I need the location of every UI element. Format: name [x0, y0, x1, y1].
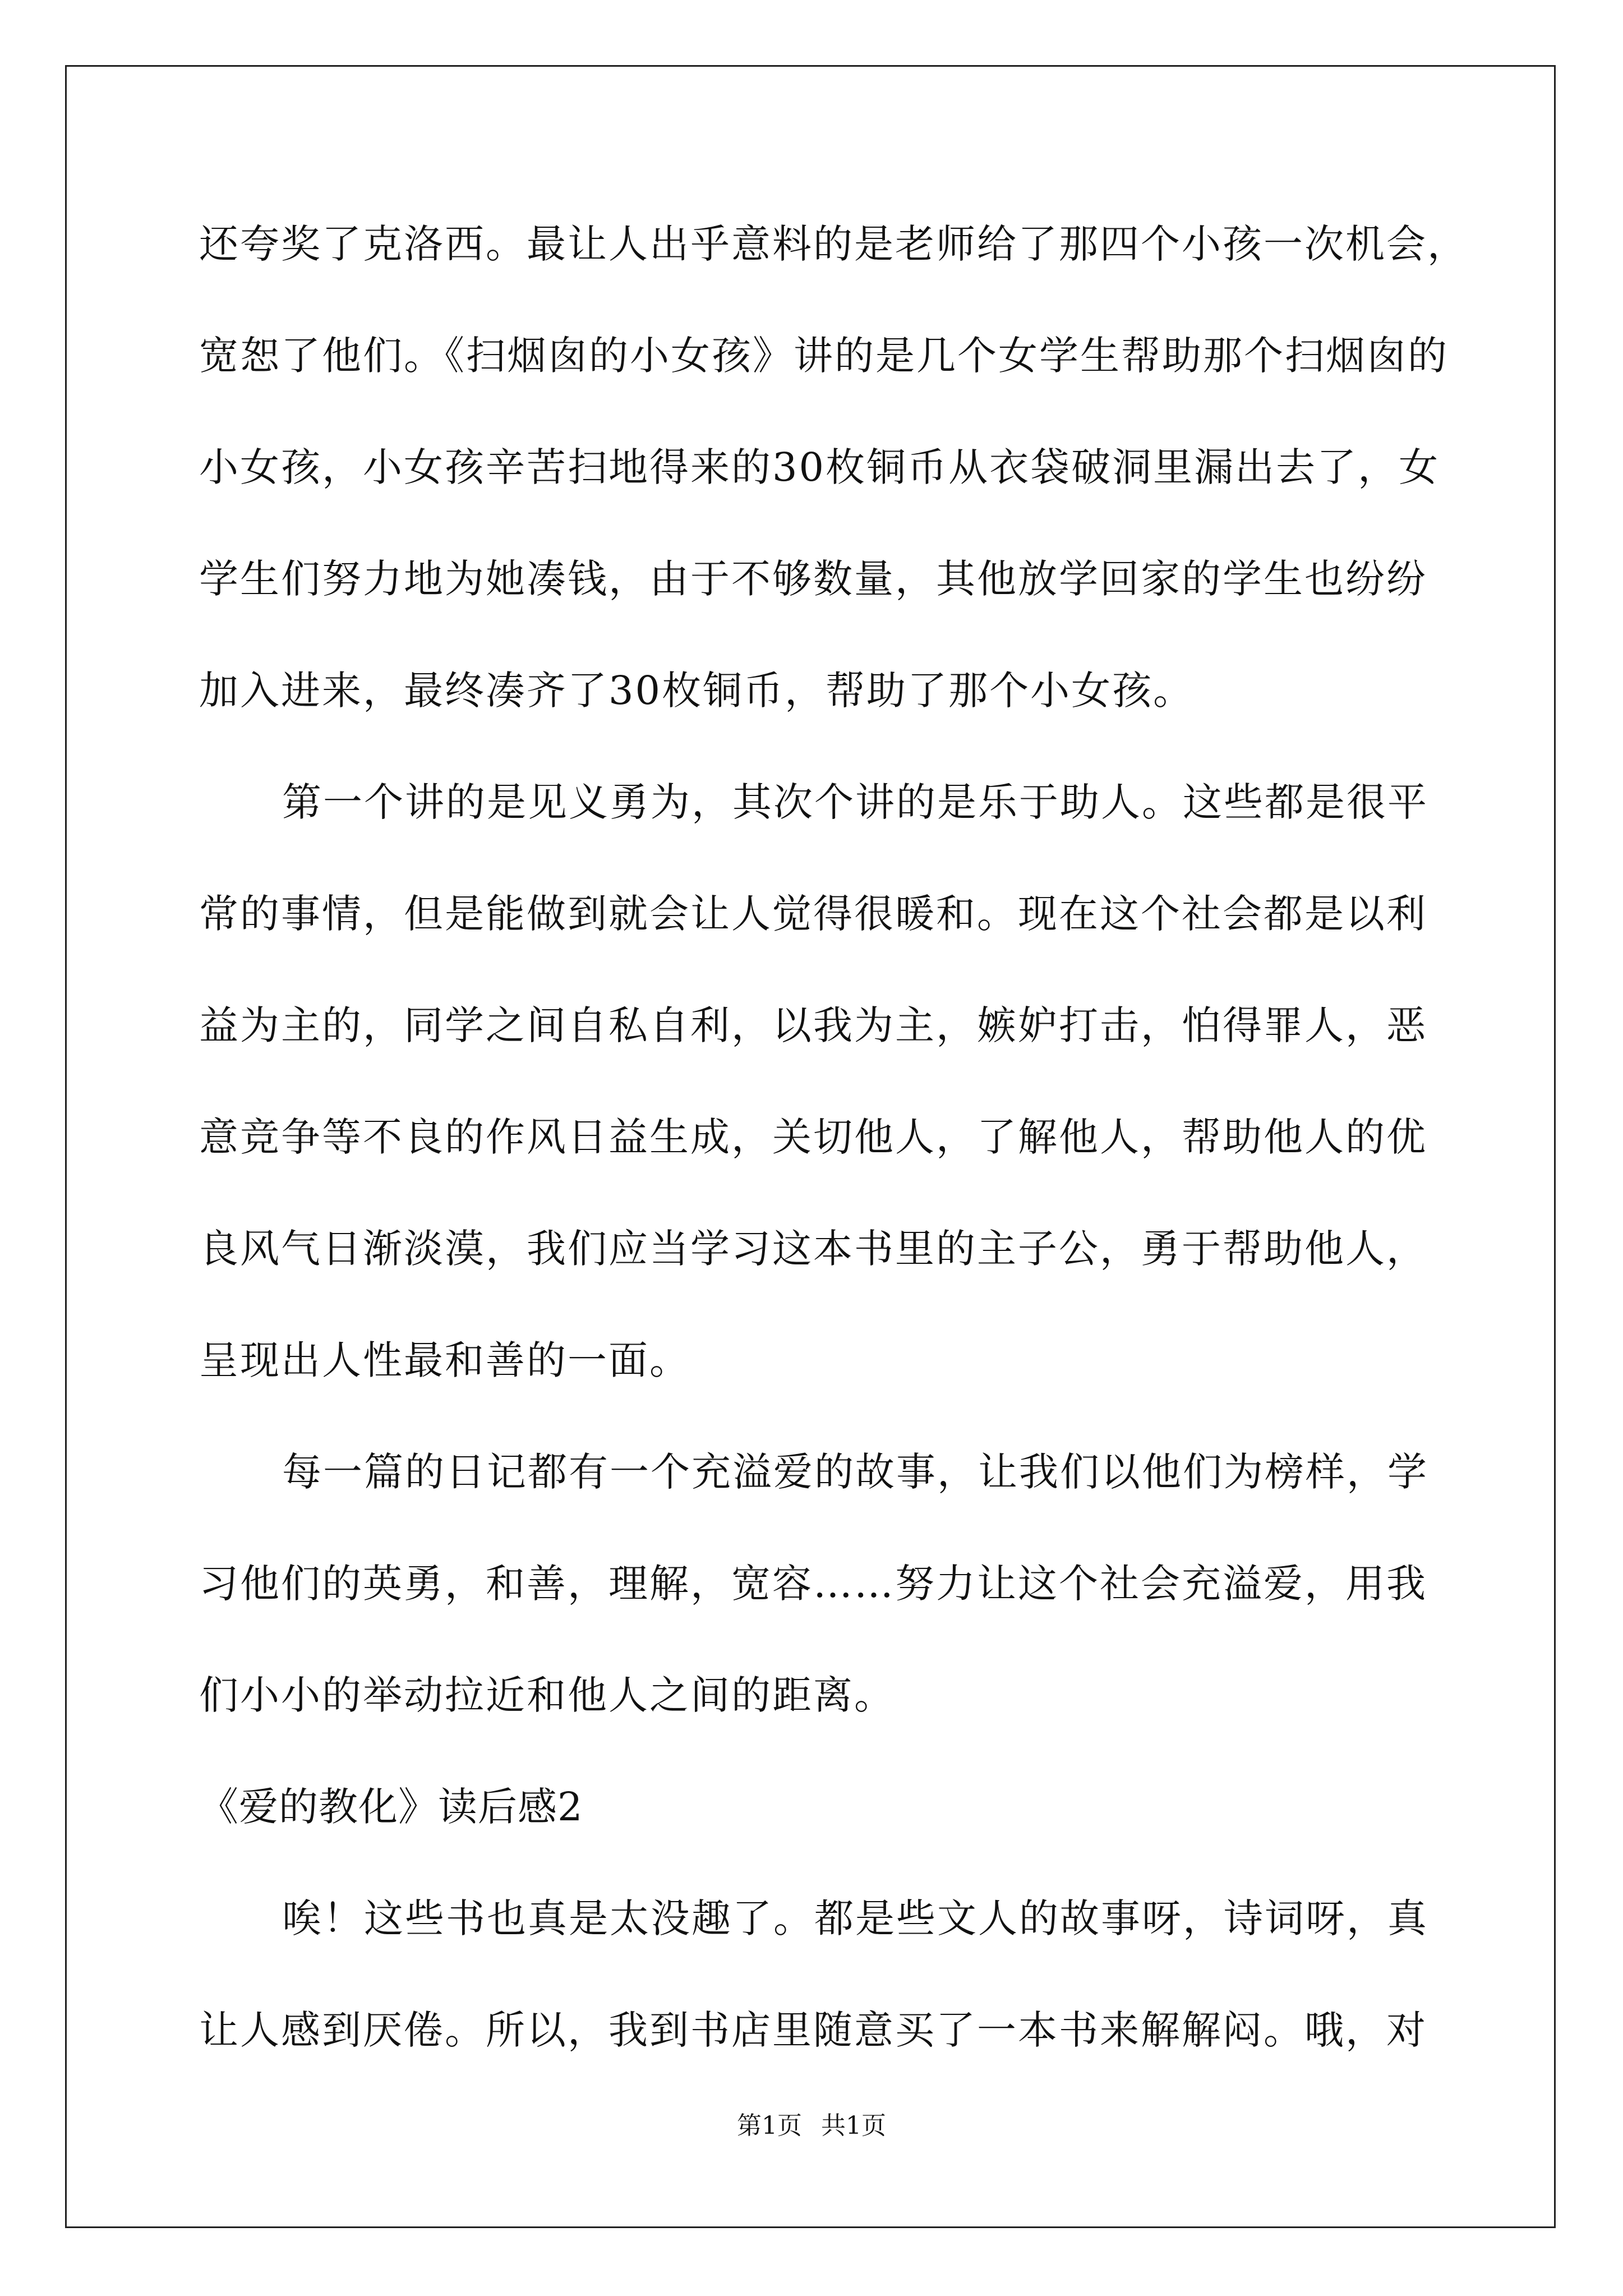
document-body	[199, 210, 1468, 2108]
text-line-8: 益为主的，同学之间自私自利，以我为主，嫉妒打击，怕得罪人，恶	[199, 1002, 1427, 1048]
text-line-10: 良风气日渐淡漠，我们应当学习这本书里的主子公，勇于帮助他人，	[199, 1226, 1427, 1272]
section-heading: 《爱的教化》读后感2	[199, 1784, 583, 1830]
text-line-3: 小女孩，小女孩辛苦扫地得来的30枚铜币从衣袋破洞里漏出去了，女	[199, 444, 1440, 490]
text-line-6: 第一个讲的是见义勇为，其次个讲的是乐于助人。这些都是很平	[282, 779, 1428, 825]
page-total: 共1页	[821, 2111, 886, 2140]
text-line-5: 加入进来，最终凑齐了30枚铜币，帮助了那个小女孩。	[199, 668, 1195, 714]
text-line-14: 们小小的举动拉近和他人之间的距离。	[199, 1672, 895, 1718]
page-footer	[0, 2109, 1623, 2143]
page-number: 第1页	[737, 2111, 802, 2140]
text-line-4: 学生们努力地为她凑钱，由于不够数量，其他放学回家的学生也纷纷	[199, 556, 1427, 602]
text-line-12: 每一篇的日记都有一个充溢爱的故事，让我们以他们为榜样，学	[282, 1449, 1428, 1495]
text-line-13: 习他们的英勇，和善，理解，宽容……努力让这个社会充溢爱，用我	[199, 1561, 1427, 1607]
text-line-11: 呈现出人性最和善的一面。	[199, 1337, 690, 1383]
text-line-17: 让人感到厌倦。所以，我到书店里随意买了一本书来解解闷。哦，对	[199, 2007, 1427, 2053]
text-line-2: 宽恕了他们。《扫烟囱的小女孩》讲的是几个女学生帮助那个扫烟囱的	[199, 333, 1449, 379]
text-line-1: 还夸奖了克洛西。最让人出乎意料的是老师给了那四个小孩一次机会，	[199, 221, 1468, 267]
text-line-9: 意竞争等不良的作风日益生成，关切他人，了解他人，帮助他人的优	[199, 1114, 1427, 1160]
text-line-16: 唉！这些书也真是太没趣了。都是些文人的故事呀，诗词呀，真	[282, 1895, 1428, 1941]
text-line-7: 常的事情，但是能做到就会让人觉得很暖和。现在这个社会都是以利	[199, 891, 1427, 937]
